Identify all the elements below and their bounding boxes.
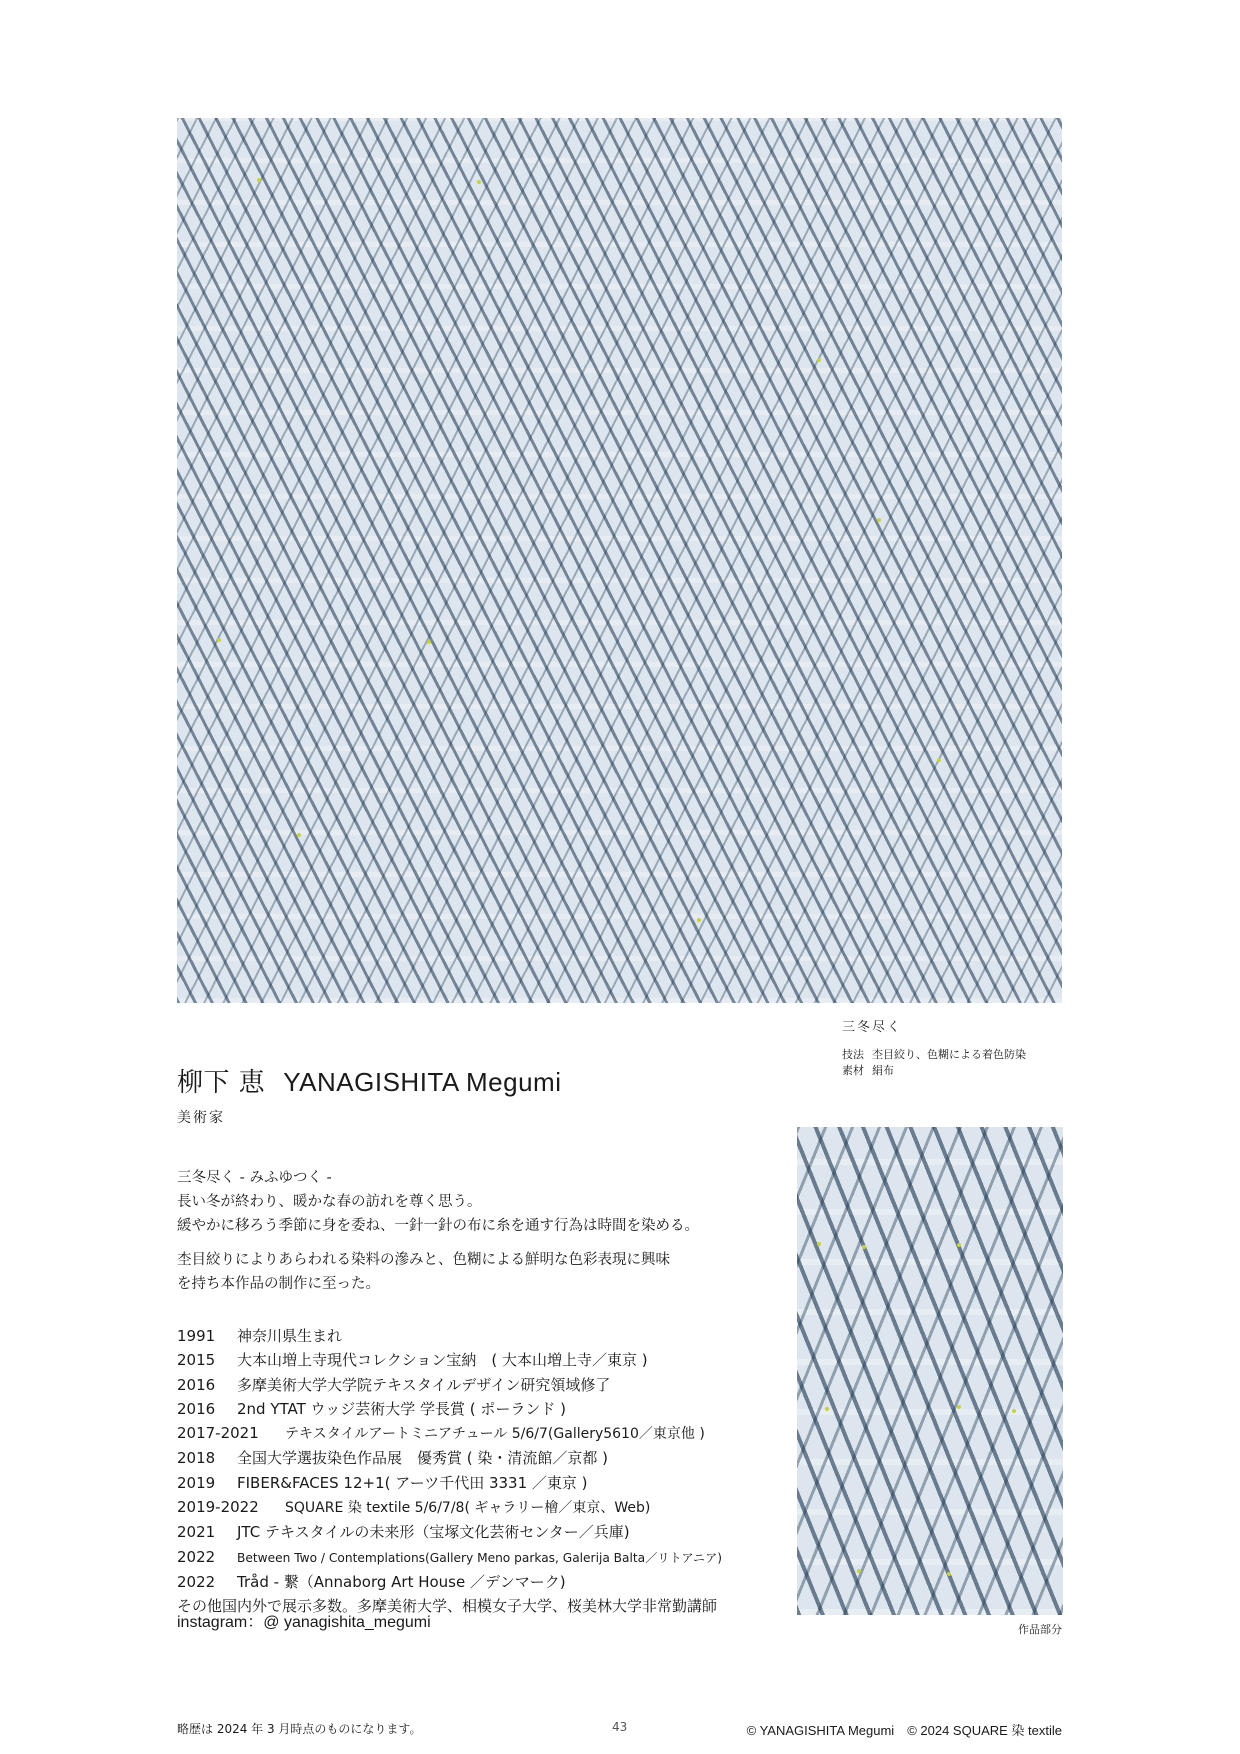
bio-item xyxy=(177,1373,777,1397)
artwork-detail-image xyxy=(797,1127,1063,1615)
bio-year: 2017-2021 xyxy=(177,1424,259,1443)
material-row xyxy=(842,1063,1062,1079)
bio-text: 2nd YTAT ウッジ芸術大学 学長賞 ( ポーランド ) xyxy=(237,1399,567,1418)
statement-line: 長い冬が終わり、暖かな春の訪れを尊く思う。 xyxy=(177,1194,482,1210)
footer-copyright: © YANAGISHITA Megumi © 2024 SQUARE 染 textile xyxy=(746,1723,1062,1738)
artist-name-en: YANAGISHITA Megumi xyxy=(283,1067,562,1097)
artwork-title: 三冬尽く xyxy=(842,1020,903,1035)
yellow-dot xyxy=(257,178,261,182)
bio-year: 2021 xyxy=(177,1523,216,1542)
bio-item xyxy=(177,1348,777,1372)
technique-label: 技法 xyxy=(842,1048,864,1061)
bio-text: Between Two / Contemplations(Gallery Meno parkas, Galerija Balta／リトアニア) xyxy=(237,1550,723,1565)
material-value: 絹布 xyxy=(872,1064,894,1077)
yellow-dot xyxy=(1012,1409,1016,1413)
yellow-dot xyxy=(862,1245,866,1249)
artist-role: 美術家 xyxy=(177,1110,225,1126)
artwork-caption xyxy=(842,1016,1062,1079)
bio-text: JTC テキスタイルの未来形（宝塚文化芸術センター／兵庫) xyxy=(237,1523,630,1542)
bio-item xyxy=(177,1471,777,1495)
yellow-dot xyxy=(297,833,301,837)
bio-text: Tråd - 繋（Annaborg Art House ／デンマーク) xyxy=(237,1572,566,1591)
bio-item xyxy=(177,1495,777,1520)
bio-year: 2022 xyxy=(177,1547,216,1566)
bio-item xyxy=(177,1446,777,1470)
bio-text: SQUARE 染 textile 5/6/7/8( ギャラリー檜／東京、Web) xyxy=(285,1500,651,1517)
footer-note: 略歴は 2024 年 3 月時点のものになります。 xyxy=(177,1722,422,1736)
yellow-dot xyxy=(817,358,821,362)
detail-caption: 作品部分 xyxy=(1018,1623,1062,1636)
technique-row xyxy=(842,1047,1062,1063)
yellow-dot xyxy=(947,1572,951,1576)
yellow-dot xyxy=(217,638,221,642)
bio-text: FIBER&FACES 12+1( アーツ千代田 3331 ／東京 ) xyxy=(237,1473,588,1492)
bio-text: 神奈川県生まれ xyxy=(237,1327,343,1345)
technique-value: 杢目絞り、色糊による着色防染 xyxy=(872,1048,1026,1061)
bio-text: 大本山増上寺現代コレクション宝納 ( 大本山増上寺／東京 ) xyxy=(237,1351,648,1370)
bio-year: 2015 xyxy=(177,1351,216,1370)
yellow-dot xyxy=(957,1405,961,1409)
yellow-dot xyxy=(427,640,431,644)
artist-name-ja: 柳下 恵 xyxy=(177,1068,266,1098)
yellow-dot xyxy=(477,180,481,184)
instagram-handle: instagram：@ yanagishita_megumi xyxy=(177,1614,431,1631)
bio-item xyxy=(177,1545,777,1570)
yellow-dot xyxy=(817,1242,821,1246)
statement-line: 緩やかに移ろう季節に身を委ね、一針一針の布に糸を通す行為は時間を染める。 xyxy=(177,1218,699,1234)
bio-year: 2016 xyxy=(177,1399,216,1418)
bio-item xyxy=(177,1570,777,1594)
bio-text: テキスタイルアートミニアチュール 5/6/7(Gallery5610／東京他 ) xyxy=(285,1426,705,1443)
biography xyxy=(177,1324,777,1619)
bio-item xyxy=(177,1324,777,1348)
yellow-dot xyxy=(877,518,881,522)
statement-line: 三冬尽く - みふゆつく - xyxy=(177,1170,332,1186)
yellow-dot xyxy=(937,758,941,762)
bio-year: 1991 xyxy=(177,1327,216,1345)
yellow-dot xyxy=(697,918,701,922)
yellow-dot xyxy=(857,1569,861,1573)
bio-year: 2019 xyxy=(177,1473,216,1492)
artwork-main-image xyxy=(177,118,1062,1003)
artist-statement xyxy=(177,1166,767,1296)
yellow-dot xyxy=(957,1243,961,1247)
statement-line: を持ち本作品の制作に至った。 xyxy=(177,1276,380,1292)
bio-item xyxy=(177,1397,777,1421)
bio-year: 2022 xyxy=(177,1572,216,1591)
bio-item xyxy=(177,1520,777,1544)
statement-line: 杢目絞りによりあらわれる染料の滲みと、色糊による鮮明な色彩表現に興味 xyxy=(177,1252,670,1268)
bio-text: 多摩美術大学大学院テキスタイルデザイン研究領域修了 xyxy=(237,1375,611,1394)
bio-year: 2018 xyxy=(177,1449,216,1468)
bio-year: 2016 xyxy=(177,1375,216,1394)
artist-name xyxy=(177,1062,561,1099)
bio-text: 全国大学選抜染色作品展 優秀賞 ( 染・清流館／京都 ) xyxy=(237,1449,609,1468)
bio-year: 2019-2022 xyxy=(177,1498,259,1517)
page-number: 43 xyxy=(612,1720,628,1734)
bio-note: その他国内外で展示多数。多摩美術大学、相模女子大学、桜美林大学非常勤講師 xyxy=(177,1597,718,1616)
bio-item xyxy=(177,1421,777,1446)
yellow-dot xyxy=(825,1407,829,1411)
material-label: 素材 xyxy=(842,1064,864,1077)
